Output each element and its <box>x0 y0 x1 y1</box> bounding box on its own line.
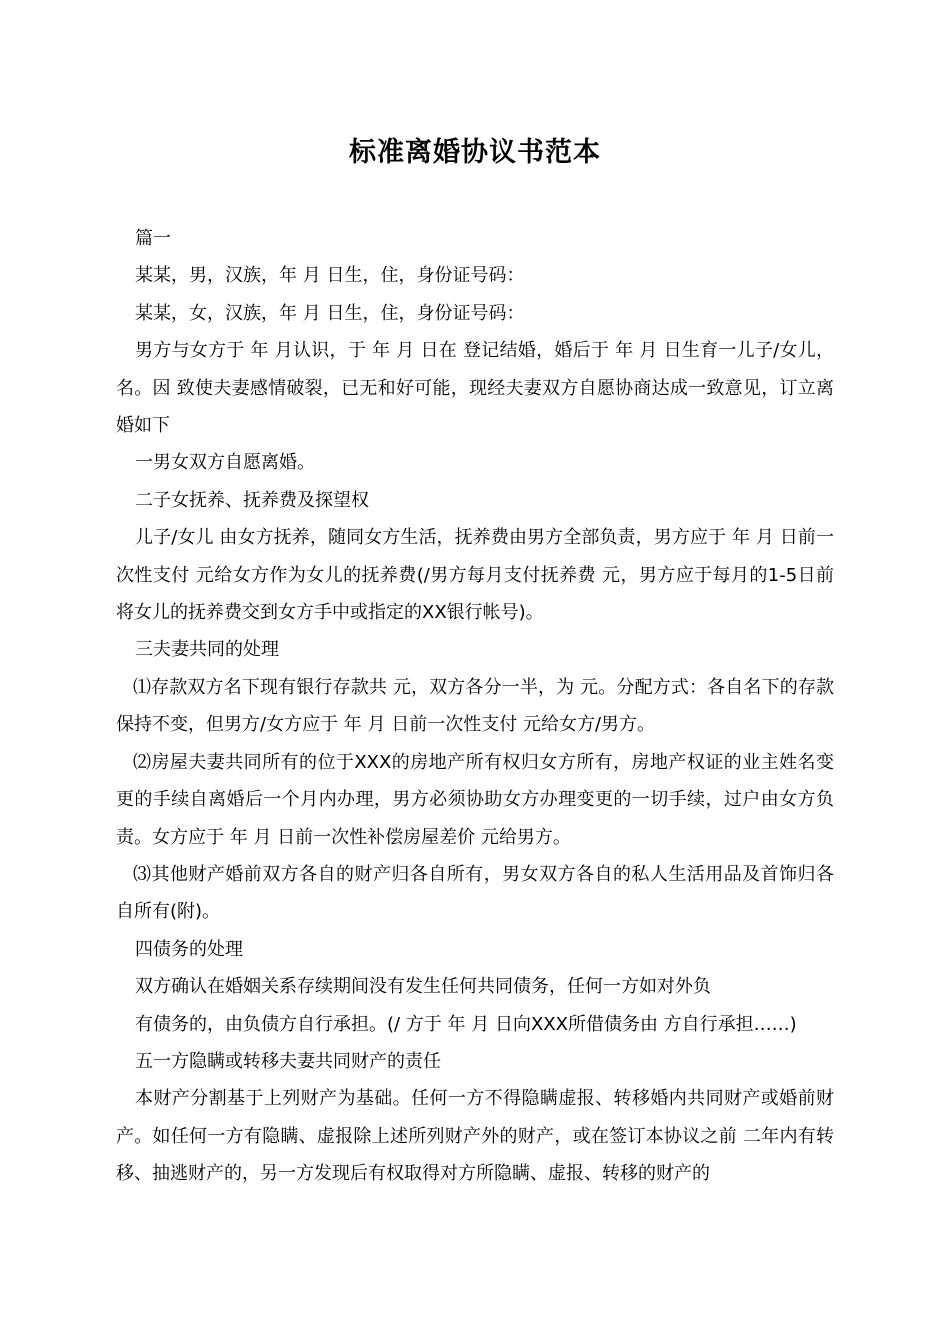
deposit-division-paragraph: ⑴存款双方名下现有银行存款共 元，双方各分一半，为 元。分配方式：各自名下的存款保持不变，但男方/女方应于 年 月 日前一次性支付 元给女方/男方。 <box>116 676 834 736</box>
clause-heading-2: 二子女抚养、抚养费及探望权 <box>135 489 369 511</box>
party-male-info: 某某，男，汉族，年 月 日生，住，身份证号码： <box>135 265 525 287</box>
concealment-liability-paragraph: 本财产分割基于上列财产为基础。任何一方不得隐瞒虚报、转移婚内共同财产或婚前财产。如任何一方有隐瞒、虚报除上述所列财产外的财产，或在签订本协议之前 二年内有转移、抽逃财产的，另一方发现后有权取得对方所隐瞒、虚报、转移的财产的 <box>116 1088 834 1185</box>
other-property-paragraph: ⑶其他财产婚前双方各自的财产归各自所有，男女双方各自的私人生活用品及首饰归各自所有(附)。 <box>116 863 834 923</box>
marriage-background-paragraph: 男方与女方于 年 月认识，于 年 月 日在 登记结婚，婚后于 年 月 日生育一儿子/女儿，名。因 致使夫妻感情破裂，已无和好可能，现经夫妻双方自愿协商达成一致意见，订立离婚如下 <box>116 340 834 437</box>
child-support-paragraph: 儿子/女儿 由女方抚养，随同女方生活，抚养费由男方全部负责，男方应于 年 月 日前一次性支付 元给女方作为女儿的抚养费(/男方每月支付抚养费 元，男方应于每月的1-5日前将女儿的抚养费交到女方手中或指定的XX银行帐号)。 <box>116 527 834 624</box>
clause-heading-1: 一男女双方自愿离婚。 <box>135 452 315 474</box>
debt-confirmation-line: 双方确认在婚姻关系存续期间没有发生任何共同债务，任何一方如对外负 <box>135 976 711 998</box>
document-body <box>116 220 834 1193</box>
section-label: 篇一 <box>135 228 171 249</box>
clause-heading-3: 三夫妻共同的处理 <box>135 639 279 661</box>
document-title: 标准离婚协议书范本 <box>349 137 601 168</box>
debt-responsibility-paragraph: 有债务的，由负债方自行承担。(/ 方于 年 月 日向XXX所借债务由 方自行承担……) <box>135 1013 797 1035</box>
party-female-info: 某某，女，汉族，年 月 日生，住，身份证号码： <box>135 302 525 324</box>
clause-heading-4: 四债务的处理 <box>135 938 243 960</box>
clause-heading-5: 五一方隐瞒或转移夫妻共同财产的责任 <box>135 1050 441 1072</box>
house-division-paragraph: ⑵房屋夫妻共同所有的位于XXX的房地产所有权归女方所有，房地产权证的业主姓名变更的手续自离婚后一个月内办理，男方必须协助女方办理变更的一切手续，过户由女方负责。女方应于 年 月 日前一次性补偿房屋差价 元给男方。 <box>116 751 834 848</box>
